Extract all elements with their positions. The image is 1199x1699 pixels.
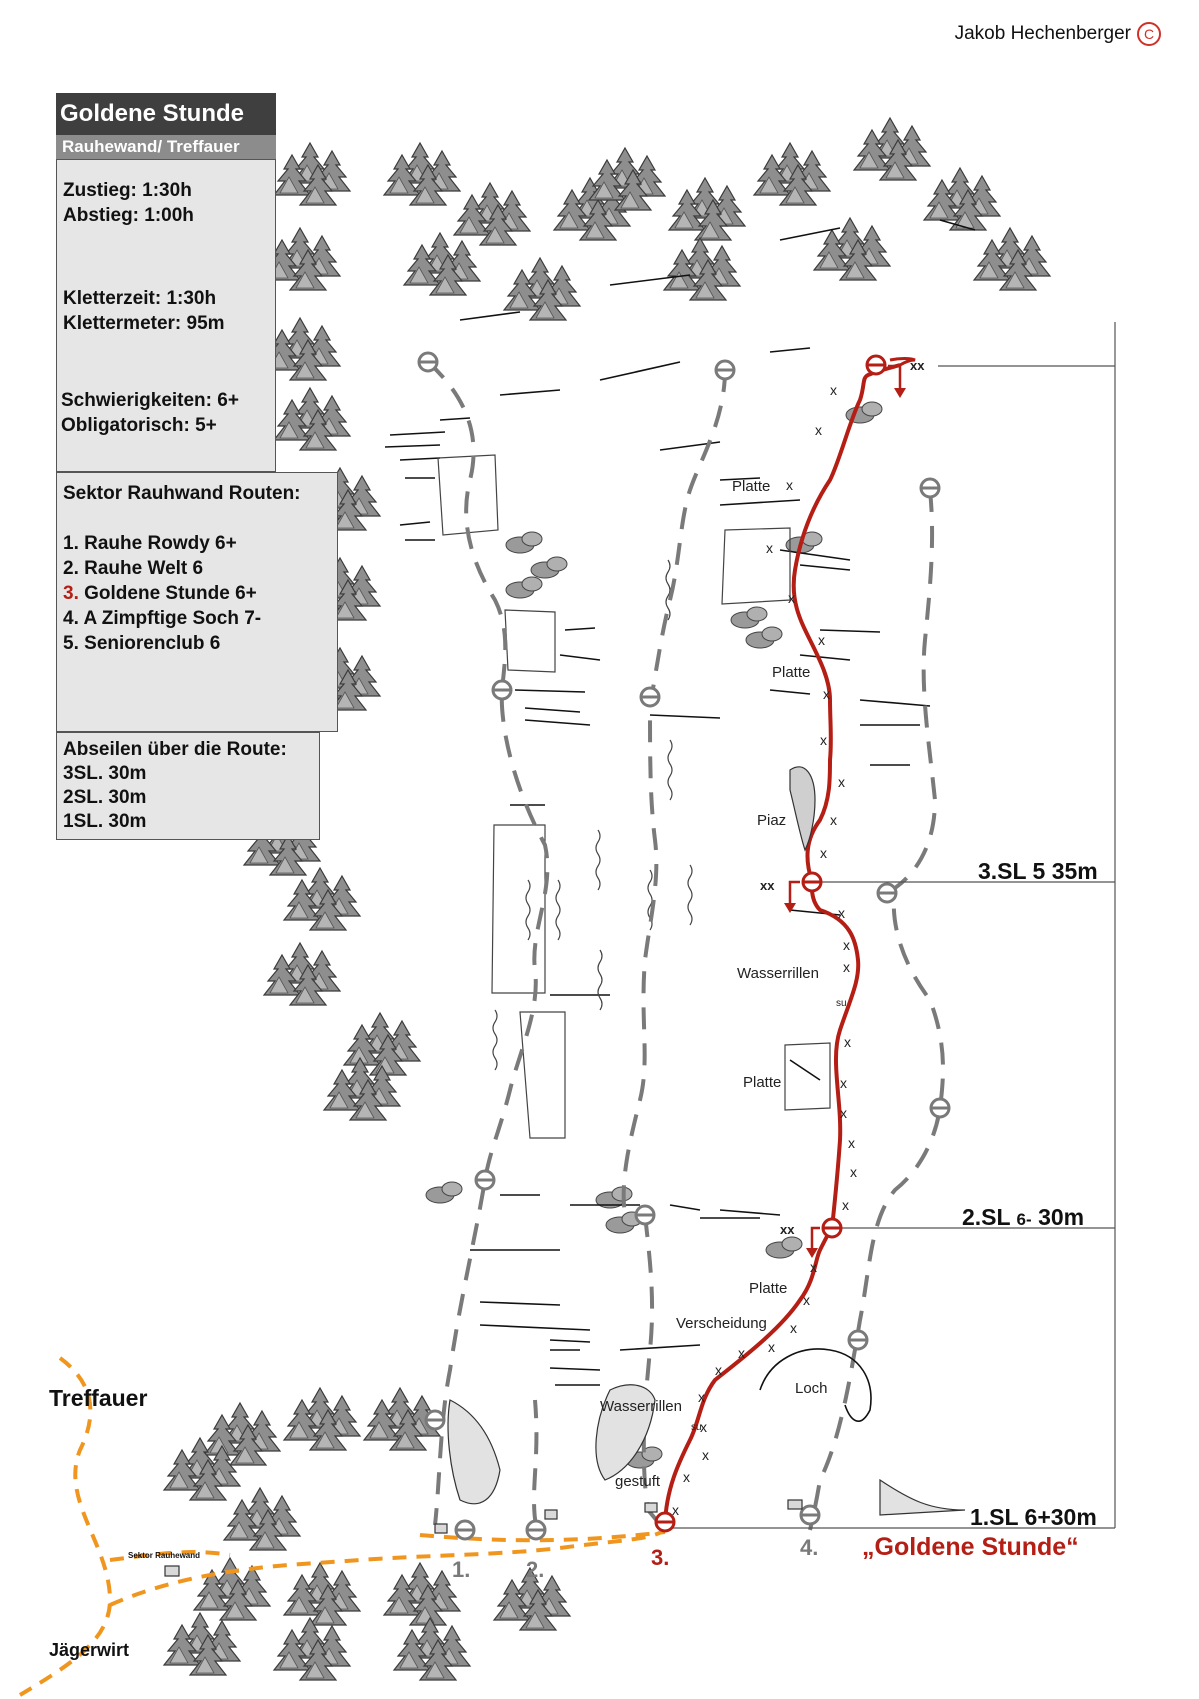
- abstieg: Abstieg: 1:00h: [63, 205, 194, 226]
- svg-text:x: x: [843, 959, 850, 975]
- pitch-3-label: 3.SL 5 35m: [978, 858, 1098, 884]
- route-number-highlighted: 3.: [651, 1545, 670, 1570]
- feature-piaz: Piaz: [757, 812, 787, 829]
- pitch-1-label: 1.SL 6+30m: [970, 1504, 1097, 1530]
- feature-gestuft: gestuft: [615, 1473, 661, 1490]
- main-route: [656, 356, 915, 1531]
- obligatorisch: Obligatorisch: 5+: [61, 415, 217, 436]
- svg-text:x: x: [815, 422, 822, 438]
- place-treffauer: Treffauer: [49, 1385, 148, 1411]
- anchor-xx: xx: [760, 878, 775, 893]
- feature-platte: Platte: [772, 664, 811, 681]
- svg-text:x: x: [788, 590, 795, 606]
- route-name: „Goldene Stunde“: [862, 1533, 1079, 1561]
- sector-route: 2. Rauhe Welt 6: [63, 558, 204, 579]
- svg-text:x: x: [810, 1259, 817, 1275]
- abseil-line: 2SL. 30m: [63, 787, 147, 808]
- pitch-reference-lines: [665, 322, 1115, 1528]
- svg-text:x: x: [766, 540, 773, 556]
- feature-su: su: [836, 998, 847, 1009]
- feature-platte: Platte: [732, 478, 771, 495]
- route-number: 2.: [526, 1557, 545, 1582]
- abseil-box: [56, 732, 320, 840]
- svg-text:x: x: [768, 1339, 775, 1355]
- abseil-heading: Abseilen über die Route:: [63, 739, 287, 760]
- route-number: 4.: [800, 1535, 819, 1560]
- svg-text:x: x: [820, 732, 827, 748]
- pitch-2-label: 2.SL 6- 30m: [962, 1204, 1085, 1230]
- sector-route-highlighted: 3. Goldene Stunde 6+: [63, 583, 257, 604]
- kletterzeit: Kletterzeit: 1:30h: [63, 288, 217, 309]
- svg-text:x: x: [840, 1075, 847, 1091]
- rock-lines: [385, 220, 975, 1385]
- feature-verscheidung: Verscheidung: [676, 1315, 767, 1332]
- svg-text:x: x: [843, 937, 850, 953]
- anchor-xx: xx: [910, 358, 925, 373]
- svg-text:x: x: [830, 382, 837, 398]
- svg-text:x: x: [700, 1419, 707, 1435]
- feature-su: su: [691, 1422, 702, 1433]
- svg-text:x: x: [823, 686, 830, 702]
- schwierigkeiten: Schwierigkeiten: 6+: [61, 390, 239, 411]
- svg-text:x: x: [702, 1447, 709, 1463]
- sector-routes-box: [56, 472, 338, 732]
- feature-platte: Platte: [743, 1074, 782, 1091]
- svg-text:x: x: [820, 845, 827, 861]
- zustieg: Zustieg: 1:30h: [63, 180, 192, 201]
- abseil-line: 3SL. 30m: [63, 763, 147, 784]
- stats-box: [56, 159, 276, 472]
- sector-heading: Sektor Rauhwand Routen:: [63, 483, 301, 504]
- svg-text:x: x: [790, 1320, 797, 1336]
- other-routes: [428, 362, 943, 1530]
- bolt-markers: [672, 382, 857, 1518]
- route-number: 1.: [452, 1557, 471, 1582]
- feature-loch: Loch: [795, 1380, 828, 1397]
- svg-text:x: x: [672, 1502, 679, 1518]
- copyright-author: Jakob Hechenberger: [954, 23, 1131, 44]
- svg-text:x: x: [738, 1345, 745, 1361]
- svg-text:x: x: [848, 1135, 855, 1151]
- feature-wasserrillen: Wasserrillen: [600, 1398, 682, 1415]
- svg-text:x: x: [818, 632, 825, 648]
- feature-wasserrillen: Wasserrillen: [737, 965, 819, 982]
- abseil-line: 1SL. 30m: [63, 811, 147, 832]
- klettermeter: Klettermeter: 95m: [63, 313, 225, 334]
- sector-route: 4. A Zimpftige Soch 7-: [63, 608, 262, 629]
- svg-text:x: x: [838, 905, 845, 921]
- svg-text:x: x: [838, 774, 845, 790]
- place-jaegerwirt: Jägerwirt: [49, 1640, 130, 1660]
- svg-text:x: x: [683, 1469, 690, 1485]
- svg-text:x: x: [844, 1034, 851, 1050]
- svg-text:x: x: [842, 1197, 849, 1213]
- copyright-icon: C: [1137, 22, 1161, 46]
- svg-text:x: x: [803, 1292, 810, 1308]
- sektor-sign: Sektor Rauhewand: [128, 1551, 201, 1560]
- svg-text:x: x: [715, 1362, 722, 1378]
- svg-text:x: x: [830, 812, 837, 828]
- other-route-anchors: [419, 353, 949, 1539]
- feature-platte: Platte: [749, 1280, 788, 1297]
- anchor-xx: xx: [780, 1222, 795, 1237]
- svg-text:x: x: [850, 1164, 857, 1180]
- svg-text:x: x: [786, 477, 793, 493]
- sector-route: 1. Rauhe Rowdy 6+: [63, 533, 237, 554]
- rock-outlines: [438, 455, 830, 1138]
- svg-text:x: x: [840, 1105, 847, 1121]
- svg-text:x: x: [698, 1389, 705, 1405]
- topo-title: Goldene Stunde: [56, 93, 276, 135]
- topo-subtitle: Rauhewand/ Treffauer: [56, 135, 276, 159]
- sector-route: 5. Seniorenclub 6: [63, 633, 221, 654]
